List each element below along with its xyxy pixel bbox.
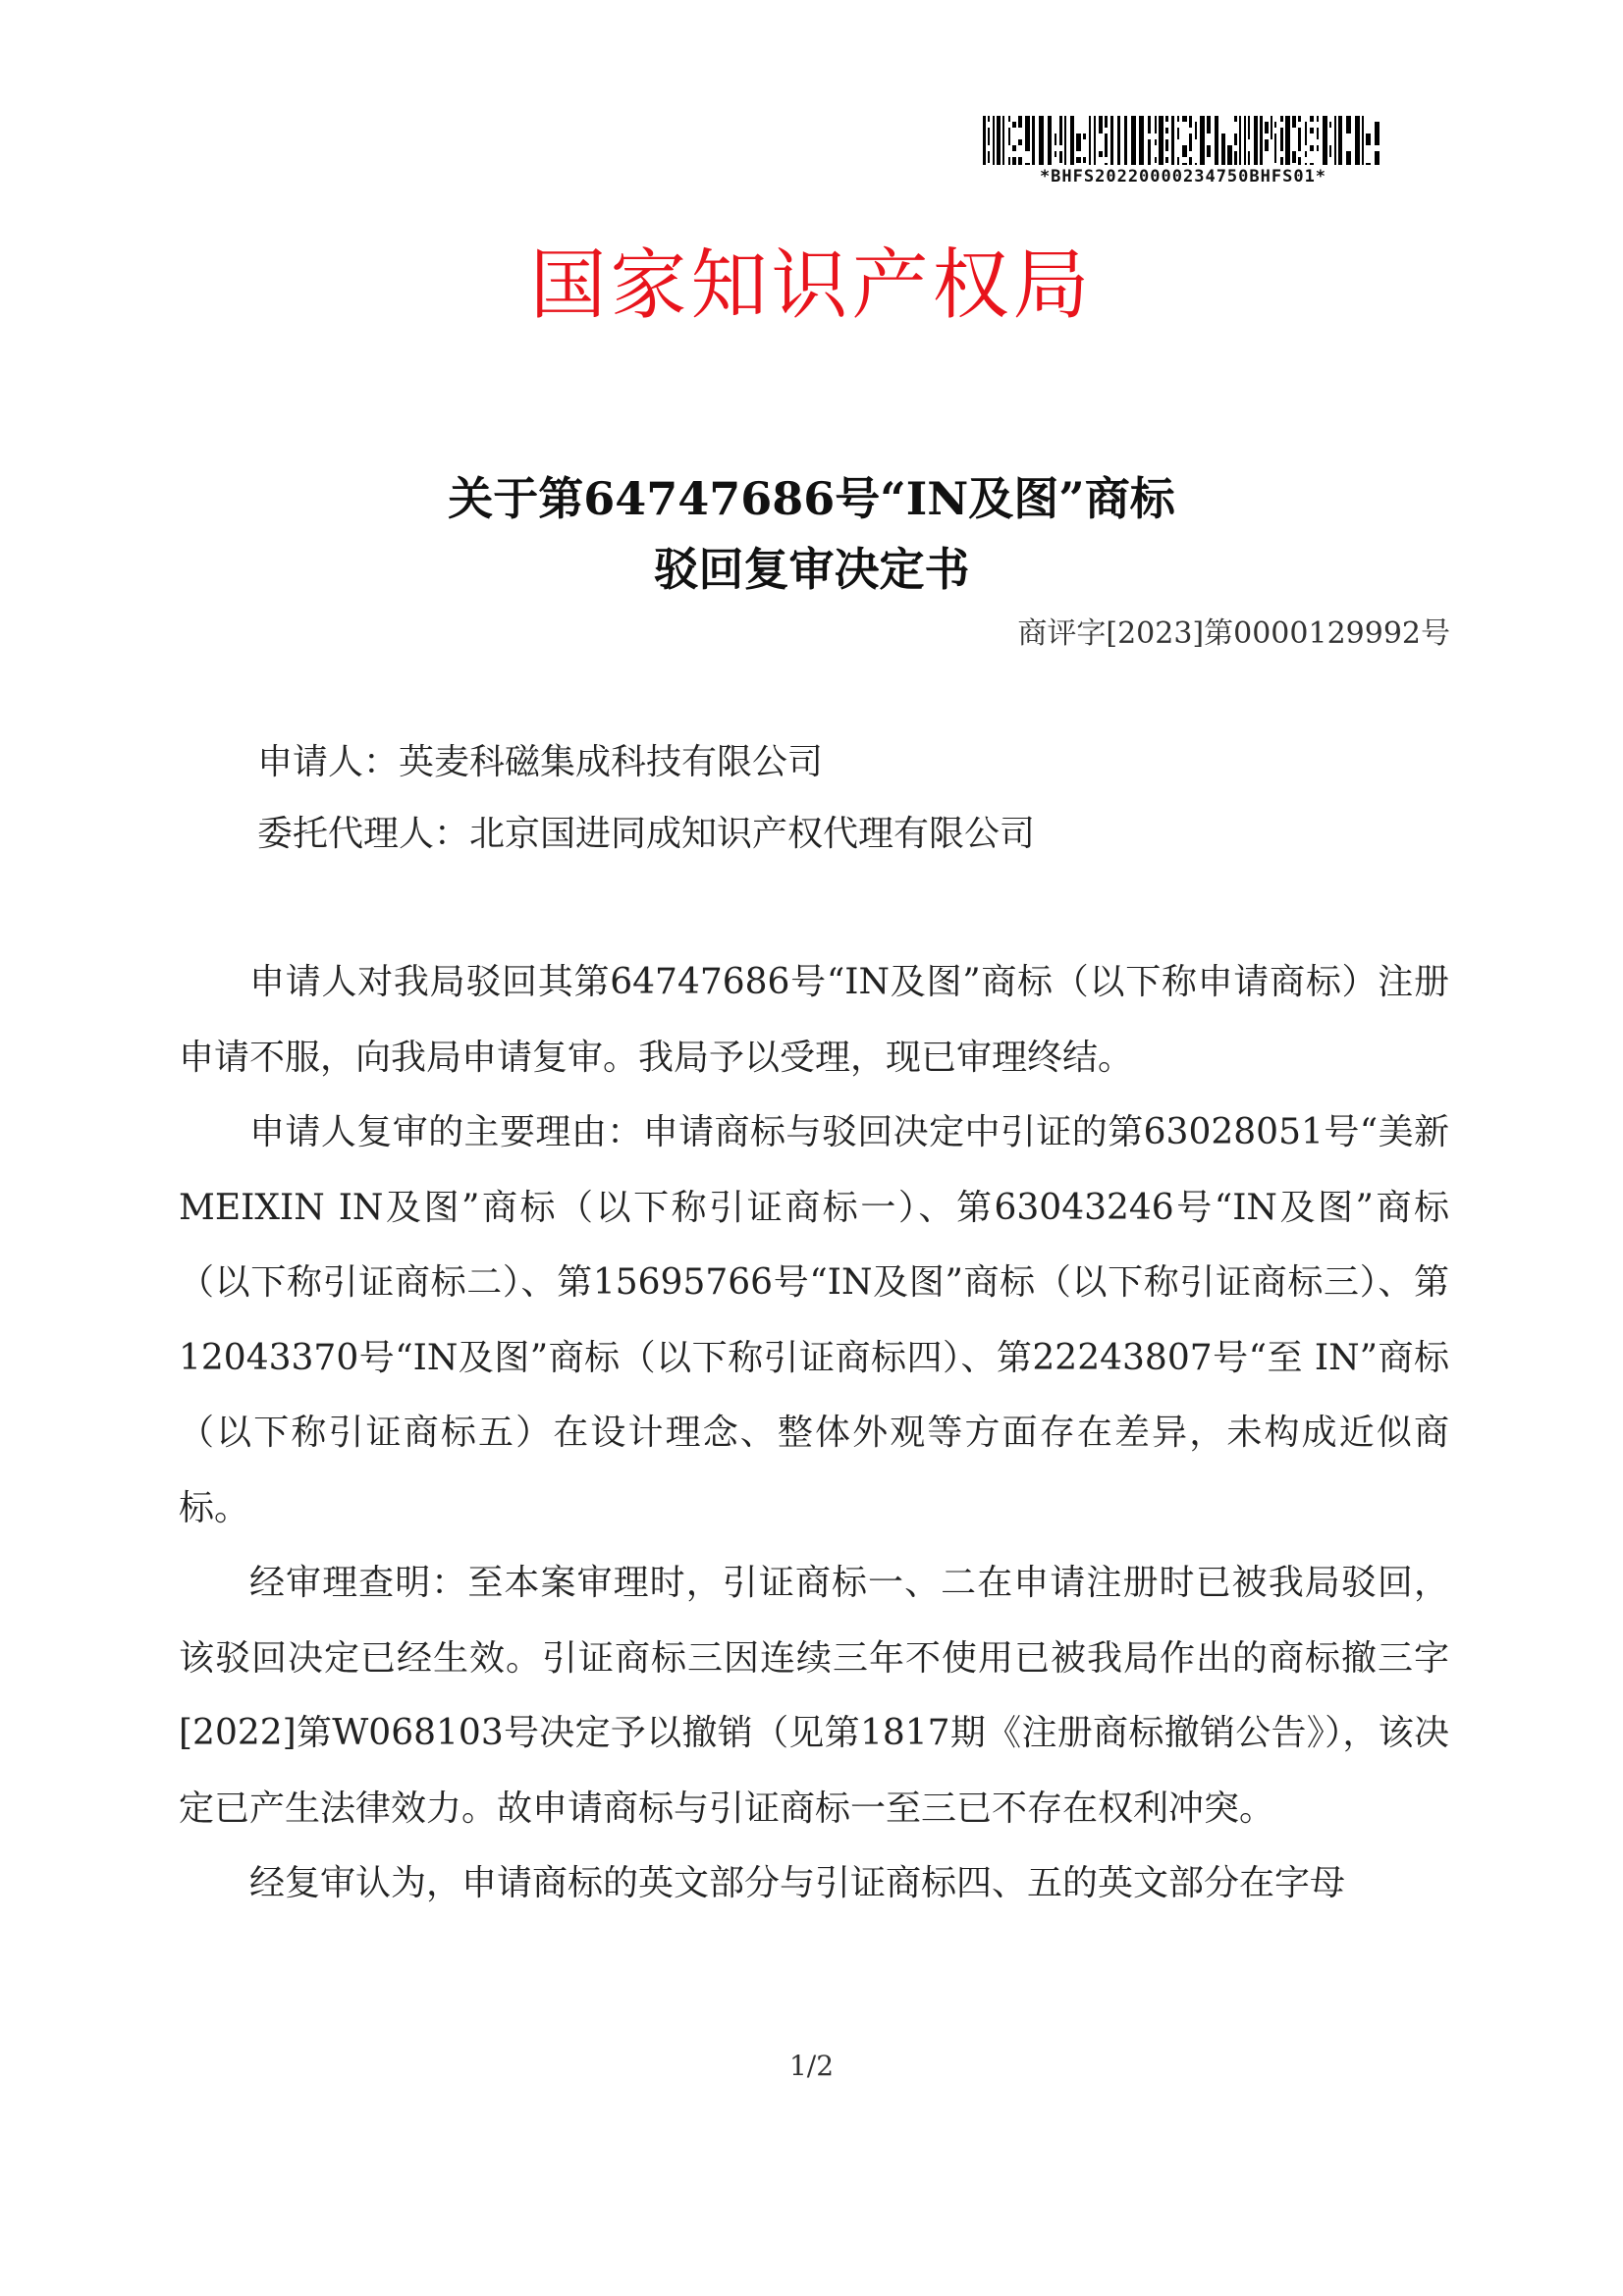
body-paragraph: 申请人对我局驳回其第64747686号“IN及图”商标（以下称申请商标）注册申请不服，向我局申请复审。我局予以受理，现已审理终结。	[179, 962, 1449, 1078]
document-title	[0, 463, 1623, 605]
barcode-text: *BHFS20220000234750BHFS01*	[1039, 167, 1327, 187]
body-paragraph: 经审理查明：至本案审理时，引证商标一、二在申请注册时已被我局驳回，该驳回决定已经生效。引证商标三因连续三年不使用已被我局作出的商标撤三字[2022]第W068103号决定予以撤销（见第1817期《注册商标撤销公告》），该决定已产生法律效力。故申请商标与引证商标一至三已不存在权利冲突。	[179, 1563, 1449, 1829]
body-paragraph: 申请人复审的主要理由：申请商标与驳回决定中引证的第63028051号“美新 MEIXIN IN及图”商标（以下称引证商标一）、第63043246号“IN及图”商标（以下称引证商标二）、第15695766号“IN及图”商标（以下称引证商标三）、第12043370号“IN及图”商标（以下称引证商标四）、第22243807号“至 IN”商标（以下称引证商标五）在设计理念、整体外观等方面存在差异，未构成近似商标。	[179, 1112, 1449, 1528]
parties-block	[257, 726, 1035, 870]
barcode	[972, 116, 1394, 187]
title-line-2: 驳回复审决定书	[653, 543, 970, 596]
issuing-authority: 国家知识产权局	[529, 241, 1094, 330]
document-number: 商评字[2023]第0000129992号	[1017, 616, 1450, 651]
decision-body	[179, 945, 1449, 1922]
applicant-line: 申请人：英麦科磁集成科技有限公司	[257, 742, 824, 782]
page-number: 1/2	[788, 2050, 835, 2082]
barcode-image	[977, 116, 1389, 165]
title-line-1: 关于第64747686号“IN及图”商标	[448, 472, 1175, 525]
agent-line: 委托代理人：北京国进同成知识产权代理有限公司	[257, 814, 1036, 854]
body-paragraph: 经复审认为，申请商标的英文部分与引证商标四、五的英文部分在字母	[249, 1863, 1346, 1903]
